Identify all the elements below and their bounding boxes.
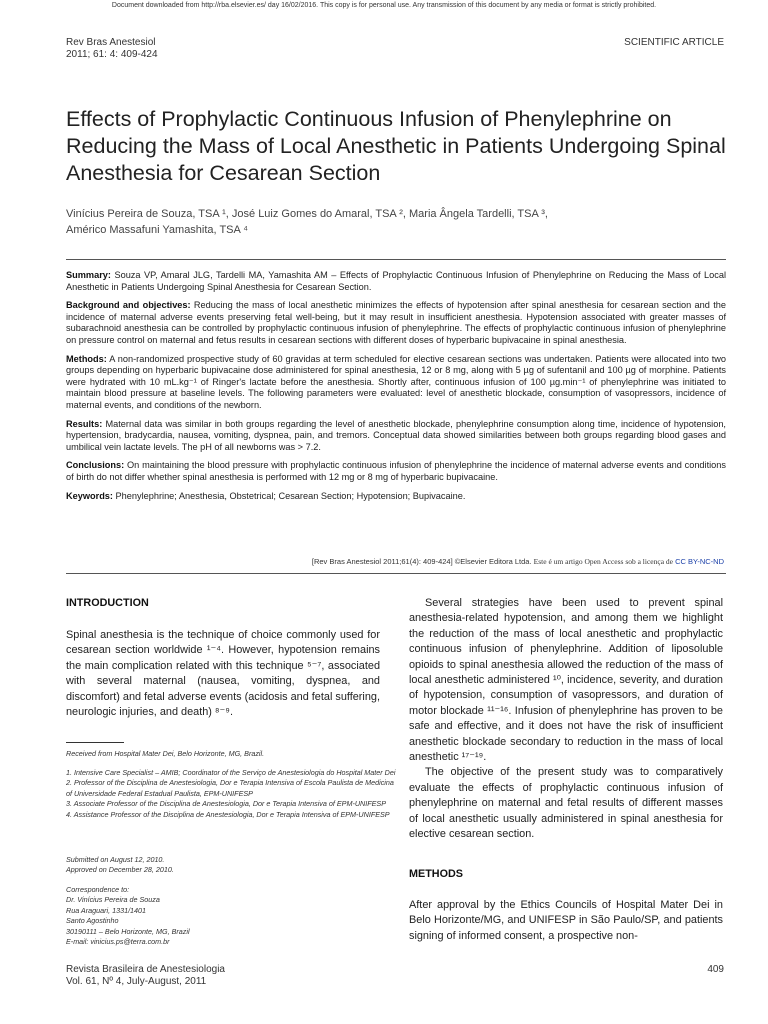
page-number: 409 (707, 964, 724, 975)
objective-paragraph: The objective of the present study was to comparatively evaluate the effects of prophylactic continuous infusion of phenylephrine on maternal and fetal results of different masses of local anesthetic usually administered in spinal anesthesia for elective cesarean section. (409, 766, 723, 841)
correspondence-district: Santo Agostinho (66, 916, 119, 926)
footnote-dates (66, 855, 396, 876)
affiliation-3: 3. Associate Professor of the Disciplina de Anestesiologia, Dor e Terapia Intensiva of EPM-UNIFESP (66, 799, 386, 809)
abstract-methods: Methods: A non-randomized prospective study of 60 gravidas at term scheduled for elective cesarean sections was undertaken. Patients were allocated into two groups depending on hyperbaric bupivacaine dose administered for spinal anesthesia, 12 or 8 mg, along with 5 µg of sufentanil and 100 µg of morphine. Patients were hydrated with 10 mL.kg⁻¹ of Ringer's lactate before the anesthesia. Shortly after, continuous infusion of 100 µg.min⁻¹ of phenylephrine was initiated to maintain blood pressure at baseline levels. The following parameters were evaluated: level of anesthetic blockade, consumption of vasopressors, incidence of maternal events, and conditions of the newborn. (66, 353, 727, 410)
abstract-conclusions: Conclusions: On maintaining the blood pressure with prophylactic continuous infusion of phenylephrine the incidence of maternal adverse events and conditions of birth do not differ whether spinal anesthesia is performed with 12 mg or 8 mg of hyperbaric bupivacaine. (66, 460, 726, 482)
affiliation-4: 4. Assistance Professor of the Disciplina de Anestesiologia, Dor e Terapia Intensiva of EPM-UNIFESP (66, 809, 390, 819)
approved-date: Approved on December 28, 2010. (66, 865, 174, 875)
affiliation-2: 2. Professor of the Disciplina de Anestesiologia, Dor e Terapia Intensiva of Escola Paulista de Medicina of Universidade Federal Estadual Paulista, EPM-UNIFESP (66, 778, 394, 798)
footnote-correspondence (66, 885, 396, 947)
footnote-received: Received from Hospital Mater Dei, Belo Horizonte, MG, Brazil. (66, 749, 265, 758)
article-type-label: SCIENTIFIC ARTICLE (624, 37, 724, 48)
correspondence-city: 30190111 – Belo Horizonte, MG, Brazil (66, 926, 190, 936)
right-column-text (409, 596, 723, 843)
authors-line-1: Vinícius Pereira de Souza, TSA ¹, José Luiz Gomes do Amaral, TSA ², Maria Ângela Tardelli, TSA ³, (66, 208, 548, 220)
journal-name: Rev Bras Anestesiol (66, 37, 156, 48)
methods-heading: METHODS (409, 868, 463, 880)
abstract-background: Background and objectives: Reducing the mass of local anesthetic minimizes the effects of hypotension after spinal anesthesia for cesarean section and the incidence of maternal adverse events preserving fetal well-being, but it may result in insufficient anesthesia. Hypotension associated with greater masses of subarachnoid anesthesia can be controlled by prophylactic continuous infusion of phenylephrine. The effects of prophylactic continuous infusion of phenylephrine on pressure control on maternal and fetus results in cesarean sections with different doses of hyperbaric bupivacaine in spinal anesthesia. (66, 300, 726, 345)
article-title: Effects of Prophylactic Continuous Infusion of Phenylephrine on Reducing the Mass of Local Anesthetic in Patients Undergoing Spinal Anesthesia for Cesarean Section (66, 107, 726, 185)
abstract-top-rule (66, 259, 726, 260)
affiliation-1: 1. Intensive Care Specialist – AMIB; Coordinator of the Serviço de Anestesiologia do Hospital Mater Dei (66, 768, 396, 777)
introduction-heading: INTRODUCTION (66, 597, 149, 609)
download-notice: Document downloaded from http://rba.elsevier.es/ day 16/02/2016. This copy is for personal use. Any transmission of this document by any media or format is strictly prohibited. (111, 2, 657, 9)
methods-paragraph: After approval by the Ethics Councils of Hospital Mater Dei in Belo Horizonte/MG, and UNIFESP in São Paulo/SP, and patients signing of informed consent, a prospective non- (409, 899, 723, 942)
abstract (66, 270, 726, 509)
correspondence-name: Dr. Vinícius Pereira de Souza (66, 895, 160, 905)
abstract-summary: Summary: Souza VP, Amaral JLG, Tardelli MA, Yamashita AM – Effects of Prophylactic Continuous Infusion of Phenylephrine on Reducing the Mass of Local Anesthetic in Patients Undergoing Spinal Anesthesia for Cesarean Section. (66, 270, 726, 292)
abstract-keywords: Keywords: Phenylephrine; Anesthesia, Obstetrical; Cesarean Section; Hypotension; Bupivacaine. (66, 490, 466, 501)
correspondence-label: Correspondence to: (66, 885, 130, 894)
journal-header (66, 37, 158, 61)
introduction-text (66, 628, 380, 720)
license-link[interactable]: CC BY-NC-ND (675, 557, 724, 566)
submitted-date: Submitted on August 12, 2010. (66, 855, 165, 864)
abstract-bottom-rule (66, 573, 726, 574)
correspondence-email: E-mail: vinicius.ps@terra.com.br (66, 937, 170, 947)
strategies-paragraph: Several strategies have been used to prevent spinal anesthesia-related hypotension, and among them we highlight the reduction of the mass of local anesthetic and prophylactic continuous infusion of phenylephrine. Addition of liposoluble opioids to spinal anesthesia allowed the reduction of the mass of local anesthetic administered ¹⁰, incidence, severity, and duration of hypotension, consumption of vasopressors, and duration of motor blockade ¹¹⁻¹⁶. Infusion of phenylephrine has proven to be safe and effective, and it does not have the risk of insufficient anesthetic blockade secondary to reduction in the mass of local anesthetic ¹⁷⁻¹⁹. (409, 597, 723, 764)
citation-line: [Rev Bras Anestesiol 2011;61(4): 409-424] ©Elsevier Editora Ltda. Este é um artigo Open Access sob a licença de CC BY-NC-ND (311, 557, 724, 566)
footer-volume: Vol. 61, Nº 4, July-August, 2011 (66, 976, 207, 987)
journal-issue: 2011; 61: 4: 409-424 (66, 49, 158, 60)
footnote-rule (66, 742, 124, 743)
page-footer (66, 964, 225, 988)
correspondence-street: Rua Araguari, 1331/1401 (66, 905, 147, 915)
abstract-results: Results: Maternal data was similar in both groups regarding the level of anesthetic blockade, phenylephrine consumption along time, incidence of hypotension, hypertension, bradycardia, nausea, vomiting, dyspnea, pain, and tremors. Conceptual data showed similarities between both groups regarding blood gases and umbilical vein lactate levels. The pH of all newborns was > 7.2. (66, 418, 726, 452)
introduction-paragraph: Spinal anesthesia is the technique of choice commonly used for cesarean section worldwide ¹⁻⁴. However, hypotension remains the main complication related with this technique ⁵⁻⁷, associated with several maternal (nausea, vomiting, dyspnea, and discomfort) and fetal adverse events (acidosis and fetal suffering, neurologic injuries, and death) ⁸⁻⁹. (66, 629, 380, 719)
footer-journal-name: Revista Brasileira de Anestesiologia (66, 964, 225, 975)
methods-text (409, 898, 723, 944)
footnote-affiliations (66, 768, 396, 820)
author-list (66, 206, 726, 238)
authors-line-2: Américo Massafuni Yamashita, TSA ⁴ (66, 224, 249, 236)
